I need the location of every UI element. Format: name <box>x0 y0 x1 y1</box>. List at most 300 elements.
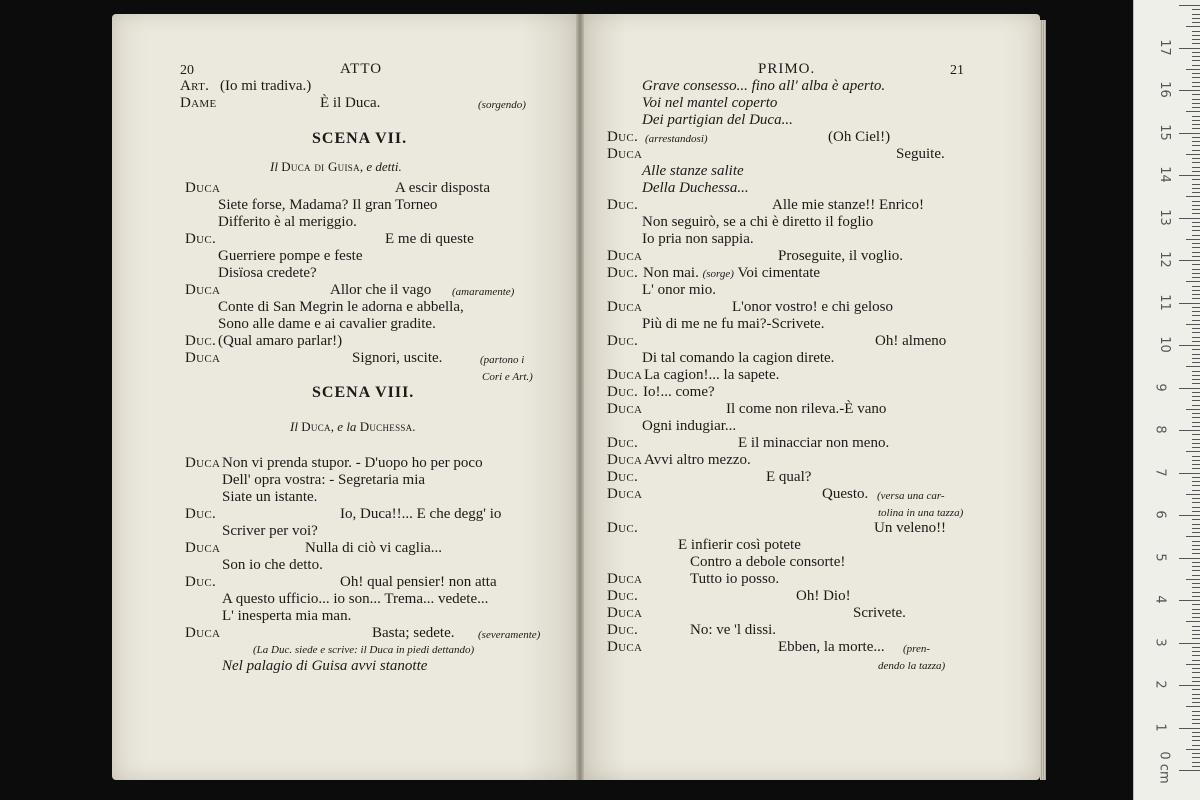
ruler-tick <box>1192 541 1200 542</box>
ruler-tick <box>1179 5 1200 6</box>
ruler-tick <box>1192 694 1200 695</box>
ruler-tick <box>1192 439 1200 440</box>
verse-line: Disïosa credete? <box>218 265 317 281</box>
ruler-tick <box>1192 65 1200 66</box>
speaker: Duca <box>607 146 643 162</box>
ruler-tick <box>1192 205 1200 206</box>
ruler-tick <box>1186 69 1200 70</box>
ruler-number: 14 <box>1156 166 1172 183</box>
speaker: Duca <box>607 248 643 264</box>
verse-line: L' onor mio. <box>642 282 716 298</box>
verse-line: Non seguirò, se a chi è diretto il foglio <box>642 214 874 230</box>
verse-line: Non mai. (sorge) Voi cimentate <box>643 265 821 281</box>
verse-line: Contro a debole consorte! <box>690 554 846 570</box>
ruler-tick <box>1179 388 1200 389</box>
ruler-tick <box>1192 73 1200 74</box>
verse-line: Differito è al meriggio. <box>218 214 357 230</box>
ruler-tick <box>1192 294 1200 295</box>
ruler-tick <box>1192 184 1200 185</box>
ruler-tick <box>1192 723 1200 724</box>
ruler-tick <box>1192 43 1200 44</box>
ruler-tick <box>1192 583 1200 584</box>
stage-direction: (partono i <box>480 354 525 366</box>
ruler-tick <box>1192 443 1200 444</box>
ruler-number: 15 <box>1156 123 1172 141</box>
ruler-tick <box>1192 630 1200 631</box>
ruler-tick <box>1192 740 1200 741</box>
ruler-tick <box>1192 128 1200 129</box>
speaker: Duca <box>185 625 221 641</box>
ruler-tick <box>1192 549 1200 550</box>
ruler-tick <box>1192 269 1200 270</box>
verse-line: L' inesperta mia man. <box>222 608 352 624</box>
ruler-tick <box>1192 371 1200 372</box>
ruler-tick <box>1192 86 1200 87</box>
verse-line: È il Duca. <box>320 95 381 111</box>
ruler-tick <box>1192 320 1200 321</box>
ruler-tick <box>1192 286 1200 287</box>
ruler-tick <box>1192 434 1200 435</box>
ruler-tick <box>1186 749 1200 750</box>
stage-direction: (severamente) <box>478 629 541 641</box>
ruler-tick <box>1179 558 1200 559</box>
ruler-tick <box>1192 209 1200 210</box>
ruler-tick <box>1192 60 1200 61</box>
verse-line: Grave consesso... fino all' alba è aperto. <box>642 78 886 94</box>
ruler-tick <box>1179 430 1200 431</box>
ruler-tick <box>1186 579 1200 580</box>
verse-line: Basta; sedete. <box>372 625 455 641</box>
verse-line: Il come non rileva.-È vano <box>726 401 887 417</box>
ruler-tick <box>1186 324 1200 325</box>
ruler-tick <box>1192 502 1200 503</box>
ruler-tick <box>1192 315 1200 316</box>
ruler-tick <box>1186 451 1200 452</box>
ruler-tick <box>1186 409 1200 410</box>
speaker: Duc. <box>607 435 639 451</box>
ruler-tick <box>1192 400 1200 401</box>
scene-heading: SCENA VII. <box>312 130 408 147</box>
verse-line: Nulla di ciò vi caglia... <box>305 540 443 556</box>
ruler-tick <box>1192 31 1200 32</box>
ruler-tick <box>1192 460 1200 461</box>
speaker: Duca <box>607 367 643 383</box>
speaker: Duc. <box>607 469 639 485</box>
ruler-number: 16 <box>1156 81 1172 98</box>
ruler-tick <box>1192 124 1200 125</box>
ruler-tick <box>1192 213 1200 214</box>
ruler-tick <box>1192 35 1200 36</box>
ruler-tick <box>1186 154 1200 155</box>
ruler-tick <box>1192 307 1200 308</box>
ruler-tick <box>1192 681 1200 682</box>
ruler-tick <box>1192 235 1200 236</box>
verse-line: La cagion!... la sapete. <box>644 367 780 383</box>
ruler-tick <box>1192 243 1200 244</box>
ruler-tick <box>1192 226 1200 227</box>
ruler-tick <box>1179 515 1200 516</box>
speaker: Duca <box>185 282 221 298</box>
stage-direction: (pren- <box>903 643 931 655</box>
verse-line: Oh! qual pensier! non atta <box>340 574 497 590</box>
verse-line: Signori, uscite. <box>352 350 443 366</box>
ruler-tick <box>1192 651 1200 652</box>
ruler-tick <box>1192 167 1200 168</box>
ruler-tick <box>1192 362 1200 363</box>
ruler-tick <box>1192 56 1200 57</box>
ruler-tick <box>1192 519 1200 520</box>
page-edges <box>1040 20 1046 780</box>
ruler-tick <box>1192 570 1200 571</box>
verse-line: E me di queste <box>385 231 474 247</box>
ruler-tick <box>1179 345 1200 346</box>
ruler-number: 10 <box>1156 336 1172 353</box>
verse-line: Son io che detto. <box>222 557 323 573</box>
ruler-tick <box>1192 677 1200 678</box>
ruler-tick <box>1192 150 1200 151</box>
ruler-tick <box>1192 711 1200 712</box>
ruler-tick <box>1192 596 1200 597</box>
ruler-tick <box>1186 494 1200 495</box>
verse-line: L'onor vostro! e chi geloso <box>732 299 894 315</box>
ruler-tick <box>1192 328 1200 329</box>
ruler-tick <box>1192 379 1200 380</box>
measuring-ruler <box>1133 0 1200 800</box>
speaker: Duc. <box>607 129 639 145</box>
verse-line: Ogni indugiar... <box>642 418 737 434</box>
verse-line: Sono alle dame e ai cavalier gradite. <box>218 316 436 332</box>
verse-line: Più di me ne fu mai?-Scrivete. <box>642 316 825 332</box>
ruler-tick <box>1192 341 1200 342</box>
ruler-tick <box>1192 392 1200 393</box>
verse-line: Seguite. <box>896 146 945 162</box>
ruler-tick <box>1192 702 1200 703</box>
ruler-tick <box>1192 498 1200 499</box>
verse-line: Dell' opra vostra: - Segretaria mia <box>222 472 426 488</box>
verse-line: (Qual amaro parlar!) <box>218 333 343 349</box>
speaker: Duc. <box>185 231 217 247</box>
ruler-tick <box>1192 456 1200 457</box>
ruler-tick <box>1179 728 1200 729</box>
verse-line: Proseguite, il voglio. <box>778 248 903 264</box>
verse-line: E infierir così potete <box>678 537 801 553</box>
ruler-tick <box>1192 417 1200 418</box>
verse-line: Nel palagio di Guisa avvi stanotte <box>222 658 428 674</box>
ruler-tick <box>1192 485 1200 486</box>
ruler-tick <box>1192 698 1200 699</box>
ruler-tick <box>1186 706 1200 707</box>
ruler-tick <box>1192 9 1200 10</box>
verse-line: (Oh Ciel!) <box>828 129 891 145</box>
ruler-tick <box>1179 685 1200 686</box>
speaker: Duca <box>607 452 643 468</box>
ruler-tick <box>1192 354 1200 355</box>
ruler-number: 12 <box>1156 251 1172 268</box>
ruler-unit-label: 0 cm <box>1156 751 1172 784</box>
ruler-tick <box>1192 230 1200 231</box>
ruler-tick <box>1192 689 1200 690</box>
speaker: Duca <box>607 639 643 655</box>
ruler-tick <box>1192 617 1200 618</box>
ruler-tick <box>1186 196 1200 197</box>
ruler-tick <box>1192 77 1200 78</box>
ruler-tick <box>1192 252 1200 253</box>
speaker: Duc. <box>607 197 639 213</box>
verse-line: Ebben, la morte... <box>778 639 885 655</box>
speaker: Art. <box>180 78 210 94</box>
verse-line: No: ve 'l dissi. <box>690 622 777 638</box>
ruler-tick <box>1192 82 1200 83</box>
ruler-tick <box>1192 647 1200 648</box>
ruler-tick <box>1192 311 1200 312</box>
ruler-tick <box>1192 405 1200 406</box>
ruler-number: 1 <box>1152 722 1168 732</box>
ruler-tick <box>1192 137 1200 138</box>
ruler-tick <box>1192 766 1200 767</box>
speaker: Duc. <box>607 384 639 400</box>
speaker: Dame <box>180 95 217 111</box>
stage-direction: (sorgendo) <box>478 99 526 111</box>
verse-line: Siate un istante. <box>222 489 318 505</box>
ruler-tick <box>1192 447 1200 448</box>
verse-line: E il minacciar non meno. <box>738 435 890 451</box>
stage-direction: tolina in una tazza) <box>878 507 964 519</box>
page-number-right: 21 <box>950 63 964 78</box>
ruler-tick <box>1186 536 1200 537</box>
ruler-tick <box>1186 26 1200 27</box>
ruler-tick <box>1186 239 1200 240</box>
stage-direction: (amaramente) <box>452 286 515 298</box>
ruler-tick <box>1192 396 1200 397</box>
ruler-tick <box>1192 477 1200 478</box>
verse-line: Allor che il vago <box>330 282 432 298</box>
ruler-tick <box>1192 575 1200 576</box>
verse-line: Oh! almeno <box>875 333 947 349</box>
verse-line: E qual? <box>766 469 812 485</box>
ruler-tick <box>1192 337 1200 338</box>
running-head-left: ATTO <box>340 61 383 77</box>
book-gutter <box>576 14 584 780</box>
ruler-tick <box>1179 48 1200 49</box>
speaker: Duca <box>185 540 221 556</box>
ruler-tick <box>1186 664 1200 665</box>
stage-direction: dendo la tazza) <box>878 660 946 672</box>
speaker: Duca <box>607 571 643 587</box>
ruler-tick <box>1192 107 1200 108</box>
ruler-tick <box>1186 281 1200 282</box>
ruler-tick <box>1192 94 1200 95</box>
ruler-number: 4 <box>1152 595 1168 604</box>
ruler-tick <box>1179 175 1200 176</box>
ruler-tick <box>1192 103 1200 104</box>
scene-heading: SCENA VIII. <box>312 384 415 401</box>
ruler-tick <box>1192 719 1200 720</box>
ruler-tick <box>1179 133 1200 134</box>
speaker: Duc. <box>607 520 639 536</box>
ruler-tick <box>1192 562 1200 563</box>
ruler-tick <box>1192 613 1200 614</box>
ruler-tick <box>1192 349 1200 350</box>
speaker: Duc. <box>185 333 217 349</box>
ruler-tick <box>1192 524 1200 525</box>
ruler-tick <box>1192 298 1200 299</box>
ruler-tick <box>1192 120 1200 121</box>
ruler-tick <box>1192 179 1200 180</box>
ruler-tick <box>1179 643 1200 644</box>
ruler-tick <box>1192 655 1200 656</box>
running-head-right: PRIMO. <box>758 61 816 77</box>
speaker: Duc. <box>607 333 639 349</box>
verse-line: (Io mi tradiva.) <box>220 78 312 94</box>
verse-line: Della Duchessa... <box>642 180 749 196</box>
ruler-tick <box>1192 609 1200 610</box>
verse-line: Io, Duca!!... E che degg' io <box>340 506 502 522</box>
verse-line: Dei partigian del Duca... <box>642 112 793 128</box>
speaker: Duc. <box>607 588 639 604</box>
ruler-tick <box>1192 481 1200 482</box>
ruler-tick <box>1192 413 1200 414</box>
ruler-tick <box>1192 162 1200 163</box>
verse-line: Conte di San Megrin le adorna e abbella, <box>218 299 464 315</box>
ruler-tick <box>1192 736 1200 737</box>
speaker: Duc. <box>607 622 639 638</box>
ruler-tick <box>1192 638 1200 639</box>
speaker: Duca <box>607 401 643 417</box>
ruler-tick <box>1192 464 1200 465</box>
ruler-tick <box>1179 260 1200 261</box>
stage-direction: (La Duc. siede e scrive: il Duca in piedi dettando) <box>253 644 475 656</box>
ruler-tick <box>1192 52 1200 53</box>
verse-line: Alle mie stanze!! Enrico! <box>772 197 925 213</box>
ruler-tick <box>1192 22 1200 23</box>
ruler-tick <box>1179 303 1200 304</box>
speaker: Duc. <box>185 506 217 522</box>
ruler-tick <box>1179 600 1200 601</box>
ruler-tick <box>1192 39 1200 40</box>
ruler-tick <box>1192 532 1200 533</box>
ruler-number: 11 <box>1156 293 1172 311</box>
ruler-tick <box>1192 222 1200 223</box>
ruler-tick <box>1192 18 1200 19</box>
verse-line: Siete forse, Madama? Il gran Torneo <box>218 197 438 213</box>
ruler-tick <box>1192 745 1200 746</box>
verse-line: Un veleno!! <box>874 520 947 536</box>
speaker: Duca <box>185 350 221 366</box>
ruler-tick <box>1192 99 1200 100</box>
ruler-number: 5 <box>1152 552 1168 562</box>
ruler-tick <box>1192 732 1200 733</box>
speaker: Duc. <box>185 574 217 590</box>
verse-line: Tutto io posso. <box>690 571 780 587</box>
ruler-tick <box>1192 545 1200 546</box>
ruler-tick <box>1192 256 1200 257</box>
ruler-tick <box>1192 273 1200 274</box>
ruler-tick <box>1192 553 1200 554</box>
ruler-tick <box>1186 621 1200 622</box>
ruler-number: 7 <box>1152 467 1168 477</box>
speaker: Duc. <box>607 265 639 281</box>
ruler-tick <box>1192 604 1200 605</box>
ruler-tick <box>1192 757 1200 758</box>
stage-direction: Cori e Art.) <box>482 371 533 383</box>
scene-subheading: Il Duca di Guisa, e detti. <box>270 159 402 174</box>
speaker: Duca <box>185 180 221 196</box>
ruler-tick <box>1179 770 1200 771</box>
ruler-tick <box>1186 366 1200 367</box>
ruler-tick <box>1192 145 1200 146</box>
ruler-tick <box>1192 468 1200 469</box>
ruler-number: 6 <box>1152 510 1168 519</box>
verse-line: Voi nel mantel coperto <box>642 95 778 111</box>
speaker: Duca <box>607 299 643 315</box>
ruler-number: 9 <box>1152 382 1168 392</box>
scene-subheading: Il Duca, e la Duchessa. <box>290 419 416 434</box>
ruler-tick <box>1192 490 1200 491</box>
ruler-tick <box>1192 171 1200 172</box>
ruler-tick <box>1192 358 1200 359</box>
ruler-tick <box>1192 507 1200 508</box>
ruler-tick <box>1192 332 1200 333</box>
ruler-tick <box>1192 290 1200 291</box>
verse-line: A escir disposta <box>395 180 490 196</box>
ruler-tick <box>1179 90 1200 91</box>
ruler-tick <box>1192 753 1200 754</box>
ruler-tick <box>1192 158 1200 159</box>
ruler-tick <box>1192 528 1200 529</box>
ruler-number: 3 <box>1152 637 1168 647</box>
ruler-tick <box>1192 277 1200 278</box>
ruler-tick <box>1192 188 1200 189</box>
ruler-tick <box>1192 660 1200 661</box>
ruler-tick <box>1192 592 1200 593</box>
ruler-tick <box>1192 715 1200 716</box>
ruler-tick <box>1186 111 1200 112</box>
ruler-tick <box>1179 218 1200 219</box>
verse-line: Alle stanze salite <box>642 163 744 179</box>
ruler-number: 2 <box>1152 680 1168 689</box>
verse-line: Scrivete. <box>853 605 906 621</box>
ruler-tick <box>1192 587 1200 588</box>
ruler-tick <box>1192 192 1200 193</box>
ruler-tick <box>1192 383 1200 384</box>
verse-line: A questo ufficio... io son... Trema... vedete... <box>222 591 489 607</box>
verse-line: Guerriere pompe e feste <box>218 248 363 264</box>
stage-direction: (versa una car- <box>877 490 945 502</box>
ruler-tick <box>1192 14 1200 15</box>
ruler-tick <box>1192 668 1200 669</box>
ruler-tick <box>1192 201 1200 202</box>
verse-line: Questo. <box>822 486 869 502</box>
page-number-left: 20 <box>180 63 194 78</box>
ruler-tick <box>1192 375 1200 376</box>
ruler-tick <box>1192 264 1200 265</box>
ruler-tick <box>1192 116 1200 117</box>
ruler-tick <box>1192 672 1200 673</box>
verse-line: Io pria non sappia. <box>642 231 754 247</box>
speaker: Duca <box>607 486 643 502</box>
ruler-tick <box>1192 634 1200 635</box>
ruler-tick <box>1192 426 1200 427</box>
ruler-number: 17 <box>1156 38 1172 56</box>
ruler-tick <box>1179 473 1200 474</box>
ruler-tick <box>1192 141 1200 142</box>
ruler-tick <box>1192 422 1200 423</box>
ruler-number: 8 <box>1152 425 1168 434</box>
speaker: Duca <box>185 455 221 471</box>
ruler-tick <box>1192 626 1200 627</box>
verse-line: Io!... come? <box>643 384 715 400</box>
ruler-tick <box>1192 762 1200 763</box>
